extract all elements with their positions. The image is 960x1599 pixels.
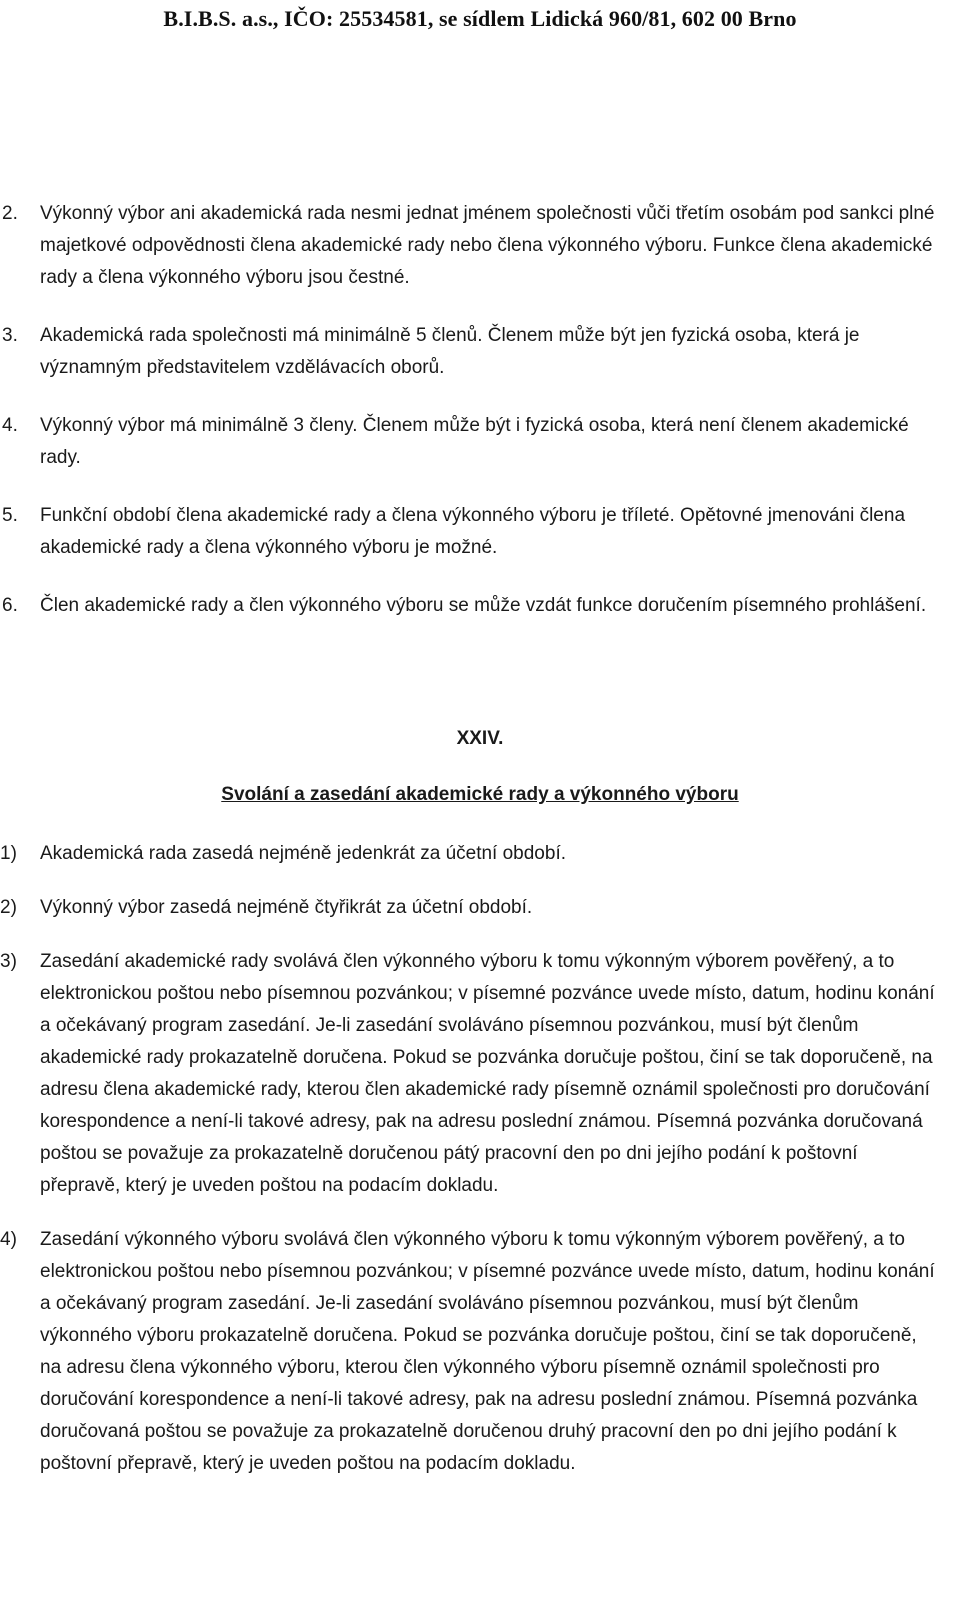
page-header: B.I.B.S. a.s., IČO: 25534581, se sídlem Lidická 960/81, 602 00 Brno xyxy=(163,6,797,31)
list-item-number: 4) xyxy=(0,1229,17,1250)
article-list-bottom xyxy=(0,838,960,1480)
list-item-text: Akademická rada společnosti má minimálně 5 členů. Členem může být jen fyzická osoba, která je významným představitelem vzdělávacích oborů. xyxy=(40,325,860,378)
section-title: Svolání a zasedání akademické rady a výkonného výboru xyxy=(221,784,739,805)
list-item-text: Zasedání akademické rady svolává člen výkonného výboru k tomu výkonným výborem pověřený, a to elektronickou poštou nebo písemnou pozvánkou; v písemné pozvánce uvede místo, datum, hodinu konání a očekávaný program zasedání. Je-li zasedání svoláváno písemnou pozvánkou, musí být členům akademické rady prokazatelně doručena. Pokud se pozvánka doručuje poštou, činí se tak doporučeně, na adresu člena akademické rady, kterou člen akademické rady písemně oznámil společnosti pro doručování korespondence a není-li takové adresy, pak na adresu poslední známou. Písemná pozvánka doručovaná poštou se považuje za prokazatelně doručenou pátý pracovní den po dni jejího podání k poštovní přepravě, který je uveden poštou na podacím dokladu. xyxy=(40,951,935,1196)
list-item-number: 2) xyxy=(0,897,17,918)
section-number: XXIV. xyxy=(456,728,504,749)
article-list-top xyxy=(0,198,960,622)
list-item-number: 2. xyxy=(2,203,18,224)
list-item-number: 3) xyxy=(0,951,17,972)
list-item xyxy=(0,946,960,1202)
list-item-text: Výkonný výbor ani akademická rada nesmi jednat jménem společnosti vůči třetím osobám pod sankci plné majetkové odpovědnosti člena akademické rady nebo člena výkonného výboru. Funkce člena akademické rady a člena výkonného výboru jsou čestné. xyxy=(40,203,935,288)
list-item xyxy=(0,198,960,294)
list-item xyxy=(0,590,960,622)
list-item xyxy=(0,320,960,384)
list-item-text: Zasedání výkonného výboru svolává člen výkonného výboru k tomu výkonným výborem pověřený, a to elektronickou poštou nebo písemnou pozvánkou; v písemné pozvánce uvede místo, datum, hodinu konání a očekávaný program zasedání. Je-li zasedání svoláváno písemnou pozvánkou, musí být členům výkonného výboru prokazatelně doručena. Pokud se pozvánka doručuje poštou, činí se tak doporučeně, na adresu člena výkonného výboru, kterou člen výkonného výboru písemně oznámil společnosti pro doručování korespondence a není-li takové adresy, pak na adresu poslední známou. Písemná pozvánka doručovaná poštou se považuje za prokazatelně doručenou druhý pracovní den po dni jejího podání k poštovní přepravě, který je uveden poštou na podacím dokladu. xyxy=(40,1229,935,1474)
list-item xyxy=(0,838,960,870)
list-item xyxy=(0,1224,960,1480)
list-item-text: Výkonný výbor má minimálně 3 členy. Členem může být i fyzická osoba, která není členem akademické rady. xyxy=(40,415,909,468)
list-item-text: Funkční období člena akademické rady a člena výkonného výboru je tříleté. Opětovné jmenováni člena akademické rady a člena výkonného výboru je možné. xyxy=(40,505,906,558)
list-item-number: 1) xyxy=(0,843,17,864)
list-item-text: Výkonný výbor zasedá nejméně čtyřikrát za účetní období. xyxy=(40,897,533,918)
list-item xyxy=(0,410,960,474)
list-item xyxy=(0,892,960,924)
list-item-number: 4. xyxy=(2,415,18,436)
list-item-number: 3. xyxy=(2,325,18,346)
list-item xyxy=(0,500,960,564)
list-item-number: 6. xyxy=(2,595,18,616)
list-item-text: Akademická rada zasedá nejméně jedenkrát za účetní období. xyxy=(40,843,566,864)
list-item-number: 5. xyxy=(2,505,18,526)
list-item-text: Člen akademické rady a člen výkonného výboru se může vzdát funkce doručením písemného prohlášení. xyxy=(40,595,927,616)
